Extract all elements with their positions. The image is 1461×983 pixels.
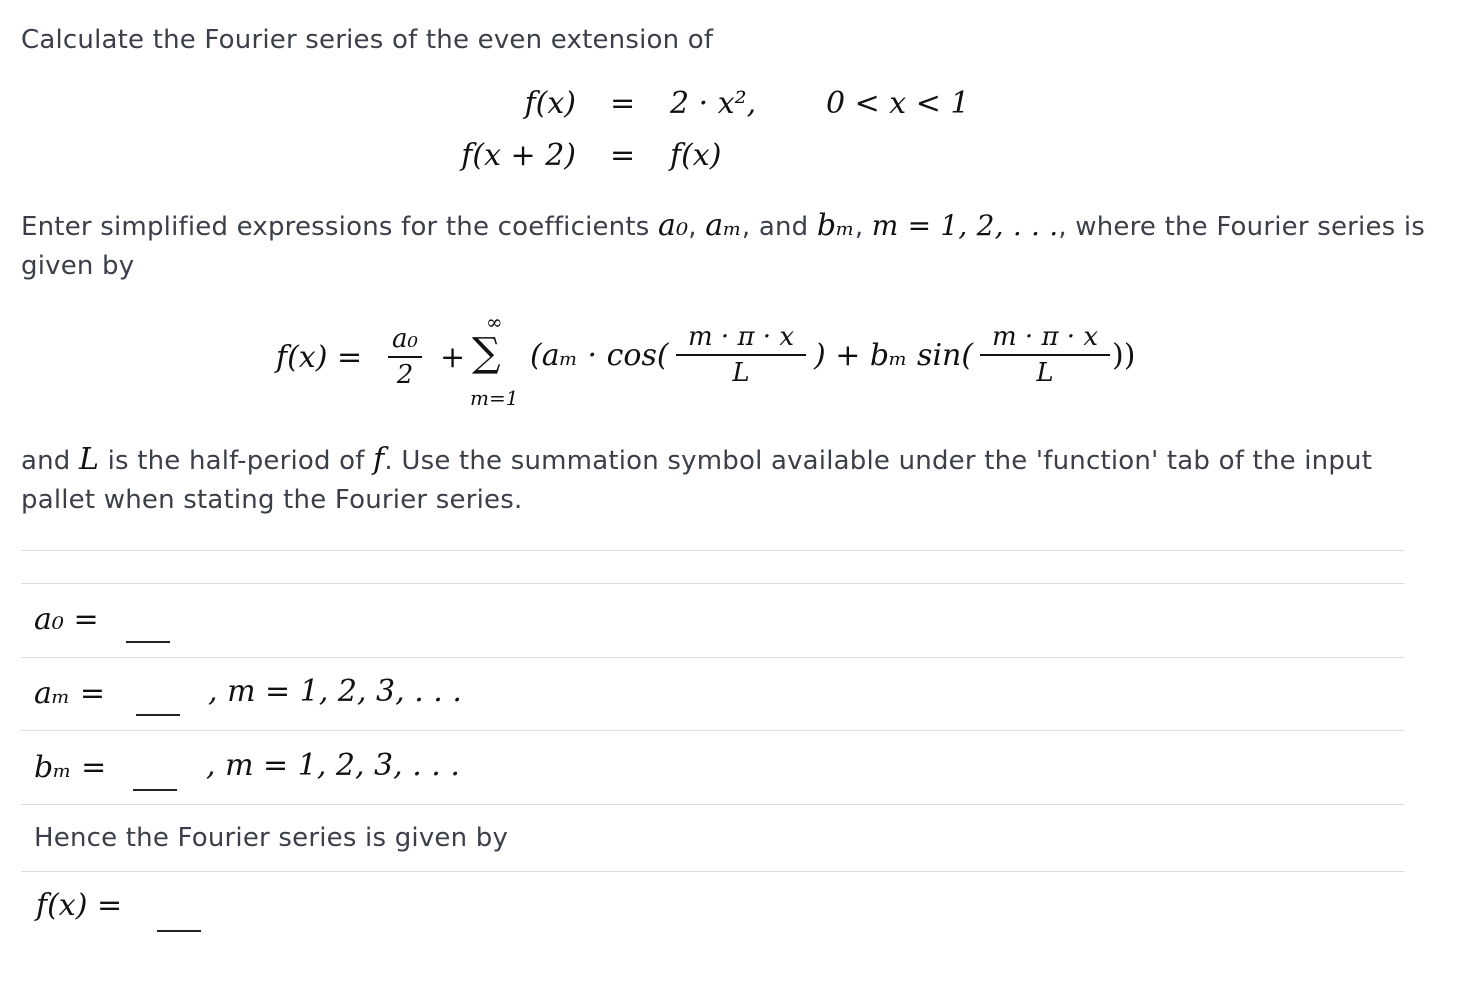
sin-arg-num: m · π · x [992,322,1098,352]
frac-bar-cos [676,354,806,356]
sin-argument [980,322,1110,388]
series-lhs: f(x) = [276,340,363,375]
divider [21,583,1405,584]
divider [21,730,1405,731]
frac-a0: a₀ [392,324,418,354]
def-row1-rhs: 2 · x², [670,86,757,121]
summation-sign: ∑ [472,330,501,376]
def-row2-eq: = [610,138,636,173]
def-row1-cond: 0 < x < 1 [826,86,970,121]
series-formula [276,312,1156,412]
sin-term: ) + bₘ sin( [814,338,974,373]
plus-sign: + [440,340,466,375]
cos-arg-num: m · π · x [688,322,794,352]
L-text-part2: is the half-period of [99,446,374,476]
divider [21,804,1405,805]
divider [21,657,1405,658]
def-row1-lhs: f(x) [524,86,576,121]
a0-label: a₀ = [34,602,99,637]
am-label: aₘ = [34,676,105,711]
enter-text-part1: Enter simplified expressions for the coefficients [21,212,658,242]
cos-term: (aₘ · cos( [530,338,669,373]
a0-input[interactable] [126,641,170,643]
sin-arg-den: L [1036,357,1054,388]
def-row2-rhs: f(x) [670,138,722,173]
L-text-part1: and [21,446,79,476]
def-row1-eq: = [610,86,636,121]
bm-m-range: , m = 1, 2, 3, . . . [206,748,460,783]
bm-input[interactable] [133,789,177,791]
intro-text: Calculate the Fourier series of the even extension of [21,25,714,55]
a0-over-2 [388,324,422,390]
enter-comma2: , [854,212,872,242]
bm-label: bₘ = [34,750,107,785]
enter-comma1: , [688,212,706,242]
cos-arg-den: L [732,357,750,388]
cos-argument [676,322,806,388]
divider [21,871,1405,872]
m-range: m = 1, 2, . . . [871,209,1059,242]
frac-bar-sin [980,354,1110,356]
frac-bar-a0 [388,356,422,358]
frac-two: 2 [396,359,414,390]
L-text-part3: . Use the summation symbol available under the 'function' tab of the input [384,446,1373,476]
fourier-series-input[interactable] [157,930,201,932]
am-m-range: , m = 1, 2, 3, . . . [208,674,462,709]
coef-bm: bₘ [816,208,855,243]
L-text-line1 [21,440,1372,481]
fx-label: f(x) = [36,888,123,923]
enter-and: , and [741,212,817,242]
hence-text: Hence the Fourier series is given by [34,823,509,853]
enter-text-line1 [21,206,1425,247]
f-symbol: f [373,442,385,477]
sum-upper-limit: ∞ [486,310,503,334]
enter-text-line2: given by [21,251,135,281]
am-input[interactable] [136,714,180,716]
closing-parens: )) [1112,338,1136,373]
L-symbol: L [78,442,100,477]
coef-am: aₘ [705,208,742,243]
sum-lower-limit: m=1 [470,386,519,410]
divider [21,550,1405,551]
coef-a0: a₀ [657,208,689,243]
def-row2-lhs: f(x + 2) [461,138,576,173]
L-text-line2: pallet when stating the Fourier series. [21,485,523,515]
enter-text-part2: , where the Fourier series is [1058,212,1426,242]
